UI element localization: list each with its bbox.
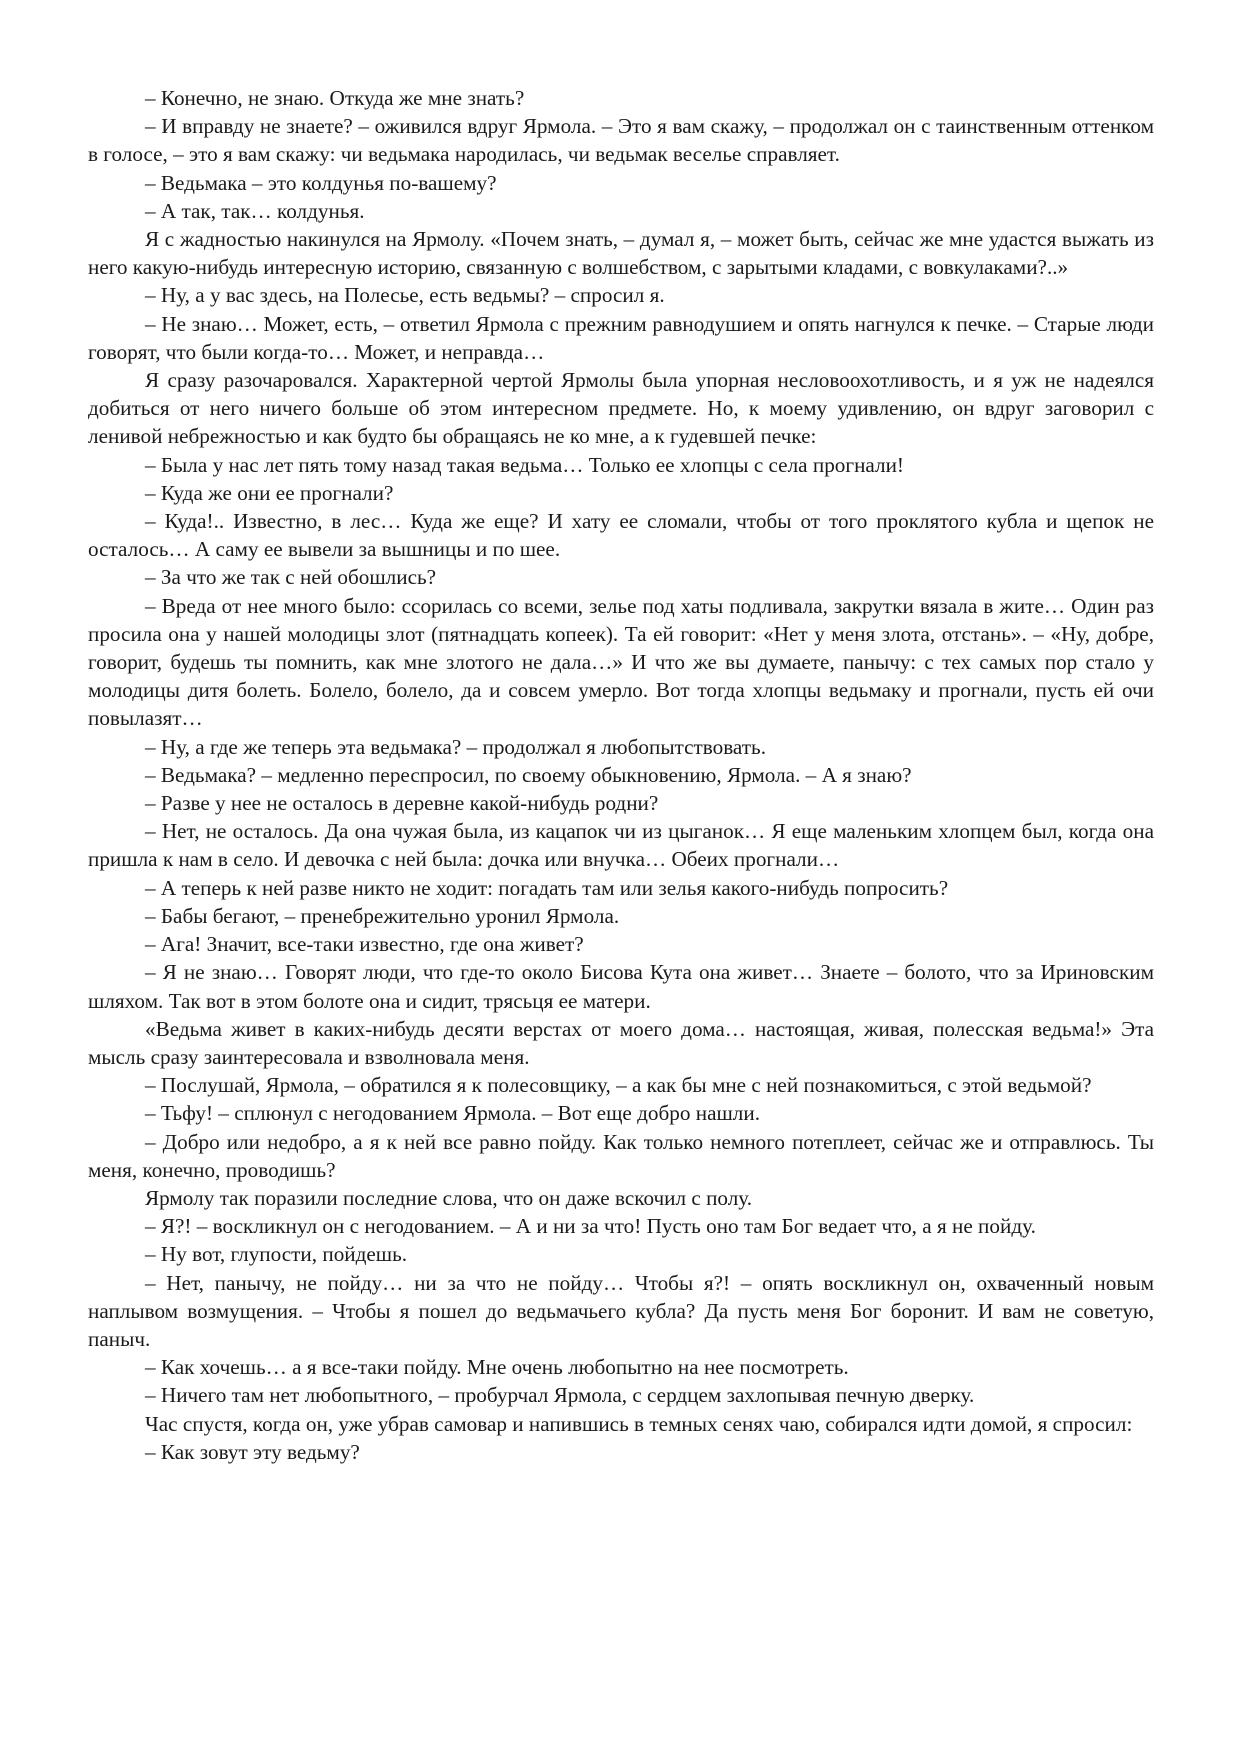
paragraph: – Ну, а где же теперь эта ведьмака? – продолжал я любопытствовать.	[145, 734, 766, 759]
paragraph: – Как хочешь… а я все-таки пойду. Мне очень любопытно на нее посмотреть.	[145, 1355, 849, 1380]
paragraph: – Ведьмака? – медленно переспросил, по своему обыкновению, Ярмола. – А я знаю?	[145, 762, 912, 787]
paragraph: – А теперь к ней разве никто не ходит: погадать там или зелья какого-нибудь попросить?	[145, 875, 949, 900]
paragraph: – Я не знаю… Говорят люди, что где-то около Бисова Кута она живет… Знаете – болото, что за Ириновским шляхом. Так вот в этом болоте она и сидит, трясьця ее матери.	[88, 960, 1154, 1013]
paragraph: – Ну, а у вас здесь, на Полесье, есть ведьмы? – спросил я.	[145, 283, 665, 308]
paragraph: – Ведьмака – это колдунья по-вашему?	[145, 170, 497, 195]
paragraph: – Послушай, Ярмола, – обратился я к полесовщику, – а как бы мне с ней познакомиться, с этой ведьмой?	[145, 1073, 1092, 1098]
paragraph: – Ничего там нет любопытного, – пробурчал Ярмола, с сердцем захлопывая печную дверку.	[145, 1383, 975, 1408]
paragraph: – Я?! – воскликнул он с негодованием. – А и ни за что! Пусть оно там Бог ведает что, а я не пойду.	[145, 1214, 1036, 1239]
paragraph: – Разве у нее не осталось в деревне какой-нибудь родни?	[145, 791, 659, 816]
paragraph: Час спустя, когда он, уже убрав самовар и напившись в темных сенях чаю, собирался идти домой, я спросил:	[145, 1411, 1133, 1436]
paragraph: «Ведьма живет в каких-нибудь десяти верстах от моего дома… настоящая, живая, полесская ведьма!» Эта мысль сразу заинтересовала и взволновала меня.	[88, 1016, 1154, 1069]
paragraph: – Как зовут эту ведьму?	[145, 1439, 360, 1464]
paragraph: – Бабы бегают, – пренебрежительно уронил Ярмола.	[145, 903, 620, 928]
paragraph: – Тьфу! – сплюнул с негодованием Ярмола. – Вот еще добро нашли.	[145, 1101, 761, 1126]
document-page	[88, 84, 1154, 1466]
paragraph: – Нет, панычу, не пойду… ни за что не пойду… Чтобы я?! – опять воскликнул он, охваченный новым наплывом возмущения. – Чтобы я пошел до ведьмачьего кубла? Да пусть меня Бог боронит. И вам не советую, паныч.	[88, 1270, 1154, 1351]
paragraph: – За что же так с ней обошлись?	[145, 565, 437, 590]
paragraph: – Куда же они ее прогнали?	[145, 480, 394, 505]
paragraph: – Была у нас лет пять тому назад такая ведьма… Только ее хлопцы с села прогнали!	[145, 452, 904, 477]
paragraph: Я сразу разочаровался. Характерной чертой Ярмолы была упорная несловоохотливость, и я уж не надеялся добиться от него ничего больше об этом интересном предмете. Но, к моему удивлению, он вдруг заговорил с ленивой небрежностью и как будто бы обращаясь не ко мне, а к гудевшей печке:	[88, 368, 1154, 449]
paragraph: – Конечно, не знаю. Откуда же мне знать?	[145, 86, 525, 110]
paragraph: Я с жадностью накинулся на Ярмолу. «Почем знать, – думал я, – может быть, сейчас же мне удастся выжать из него какую-нибудь интересную историю, связанную с волшебством, с зарытыми кладами, с вовкулаками?..»	[88, 227, 1154, 280]
paragraph: Ярмолу так поразили последние слова, что он даже вскочил с полу.	[145, 1185, 753, 1210]
paragraph: – И вправду не знаете? – оживился вдруг Ярмола. – Это я вам скажу, – продолжал он с таинственным оттенком в голосе, – это я вам скажу: чи ведьмака народилась, чи ведьмак веселье справляет.	[88, 114, 1154, 167]
paragraph: – Добро или недобро, а я к ней все равно пойду. Как только немного потеплеет, сейчас же и отправлюсь. Ты меня, конечно, проводишь?	[88, 1129, 1154, 1182]
paragraph: – Вреда от нее много было: ссорилась со всеми, зелье под хаты подливала, закрутки вязала в жите… Один раз просила она у нашей молодицы злот (пятнадцать копеек). Та ей говорит: «Нет у меня злота, отстань». – «Ну, добре, говорит, будешь ты помнить, как мне злотого не дала…» И что же вы думаете, панычу: с тех самых пор стало у молодицы дитя болеть. Болело, болело, да и совсем умерло. Вот тогда хлопцы ведьмаку и прогнали, пусть ей очи повылазят…	[88, 593, 1154, 731]
paragraph: – Куда!.. Известно, в лес… Куда же еще? И хату ее сломали, чтобы от того проклятого кубла и щепок не осталось… А саму ее вывели за вышницы и по шее.	[88, 509, 1154, 562]
paragraph: – Нет, не осталось. Да она чужая была, из кацапок чи из цыганок… Я еще маленьким хлопцем был, когда она пришла к нам в село. И девочка с ней была: дочка или внучка… Обеих прогнали…	[88, 819, 1154, 872]
paragraph: – Ну вот, глупости, пойдешь.	[145, 1242, 408, 1267]
paragraph: – Ага! Значит, все-таки известно, где она живет?	[145, 932, 584, 957]
paragraph: – А так, так… колдунья.	[145, 198, 365, 223]
paragraph: – Не знаю… Может, есть, – ответил Ярмола с прежним равнодушием и опять нагнулся к печке. – Старые люди говорят, что были когда-то… Может, и неправда…	[88, 311, 1154, 364]
